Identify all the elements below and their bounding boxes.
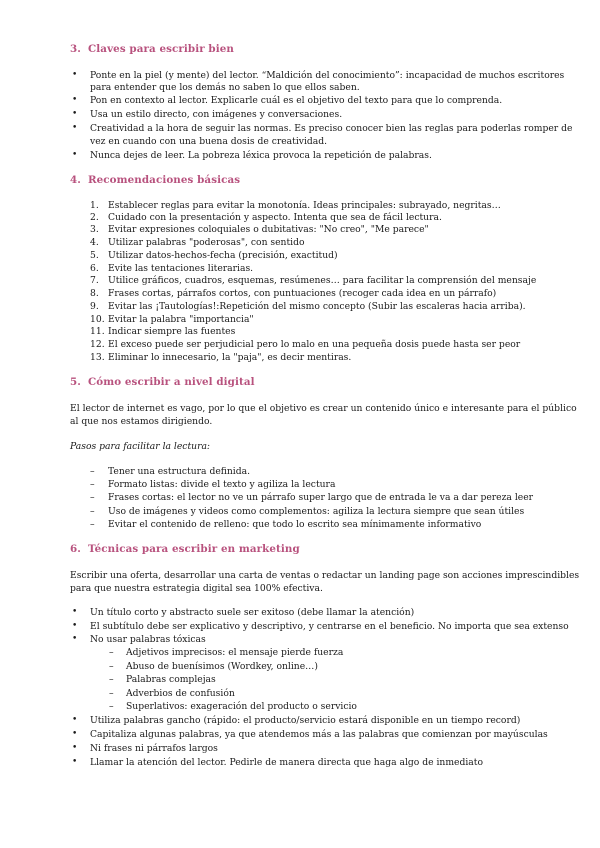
list-number: 3. xyxy=(90,224,99,235)
numbered-item: Evitar las ¡Tautologías!:Repetición del mismo concepto (Subir las escaleras hacia arriba). xyxy=(108,301,526,312)
sub-item: Palabras complejas xyxy=(126,674,216,685)
numbered-item: Evitar expresiones coloquiales o dubitativas: "No creo", "Me parece" xyxy=(108,224,429,235)
list-number: 7. xyxy=(90,275,99,286)
list-item: Pon en contexto al lector. Explicarle cuál es el objetivo del texto para que lo comprenda. xyxy=(90,95,503,106)
bullet: • xyxy=(72,70,78,80)
bullet: • xyxy=(72,150,78,160)
list-item: No usar palabras tóxicas xyxy=(90,634,206,645)
bullet: • xyxy=(72,757,78,767)
list-number: 11. xyxy=(90,326,105,337)
section-title: Claves para escribir bien xyxy=(88,43,234,55)
bullet: • xyxy=(72,607,78,617)
dash: – xyxy=(90,466,95,477)
dash-item: Frases cortas: el lector no ve un párrafo super largo que de entrada le va a dar pereza leer xyxy=(108,492,534,503)
sub-item: Superlativos: exageración del producto o servicio xyxy=(126,701,357,712)
list-number: 2. xyxy=(90,212,99,223)
paragraph-continuation: para que nuestra estrategia digital sea 100% efectiva. xyxy=(70,583,323,594)
section-number: 3. xyxy=(70,43,81,55)
dash-item: Evitar el contenido de relleno: que todo lo escrito sea mínimamente informativo xyxy=(108,519,482,530)
list-item-continuation: vez en cuando con una buena dosis de creatividad. xyxy=(90,136,328,147)
bullet: • xyxy=(72,109,78,119)
section-number: 4. xyxy=(70,174,81,186)
dash: – xyxy=(90,519,95,530)
numbered-item: Evite las tentaciones literarias. xyxy=(108,263,254,274)
list-item: El subtítulo debe ser explicativo y descriptivo, y centrarse en el beneficio. No importa que sea extenso xyxy=(90,621,569,632)
bullet: • xyxy=(72,743,78,753)
list-item: Ni frases ni párrafos largos xyxy=(90,743,218,754)
bullet: • xyxy=(72,634,78,644)
dash-item: Uso de imágenes y videos como complementos: agiliza la lectura siempre que sean útiles xyxy=(108,506,525,517)
list-number: 13. xyxy=(90,352,105,363)
dash-item: Formato listas: divide el texto y agiliza la lectura xyxy=(108,479,336,490)
list-item: Utiliza palabras gancho (rápido: el producto/servicio estará disponible en un tiempo record) xyxy=(90,715,521,726)
dash: – xyxy=(109,701,114,712)
dash: – xyxy=(109,661,114,672)
dash-item: Tener una estructura definida. xyxy=(108,466,251,477)
numbered-item: Frases cortas, párrafos cortos, con puntuaciones (recoger cada idea en un párrafo) xyxy=(108,288,497,299)
section-4-heading xyxy=(70,174,240,186)
list-item: Un título corto y abstracto suele ser exitoso (debe llamar la atención) xyxy=(90,607,415,618)
section-title: Técnicas para escribir en marketing xyxy=(88,543,300,555)
list-item: Nunca dejes de leer. La pobreza léxica provoca la repetición de palabras. xyxy=(90,150,432,161)
numbered-item: Utilizar palabras "poderosas", con sentido xyxy=(108,237,305,248)
bullet: • xyxy=(72,621,78,631)
dash: – xyxy=(90,506,95,517)
list-number: 8. xyxy=(90,288,99,299)
numbered-item: Cuidado con la presentación y aspecto. Intenta que sea de fácil lectura. xyxy=(108,212,442,223)
paragraph: El lector de internet es vago, por lo que el objetivo es crear un contenido único e interesante para el público xyxy=(70,403,577,414)
list-item: Llamar la atención del lector. Pedirle de manera directa que haga algo de inmediato xyxy=(90,757,483,768)
numbered-item: Evitar la palabra "importancia" xyxy=(108,314,254,325)
list-number: 4. xyxy=(90,237,99,248)
list-number: 12. xyxy=(90,339,105,350)
subtitle: Pasos para facilitar la lectura: xyxy=(70,441,211,452)
list-item: Ponte en la piel (y mente) del lector. “Maldición del conocimiento”: incapacidad de muchos escritores xyxy=(90,70,565,81)
list-number: 10. xyxy=(90,314,105,325)
list-item-continuation: para entender que los demás no saben lo que ellos saben. xyxy=(90,82,360,93)
list-number: 5. xyxy=(90,250,99,261)
paragraph-continuation: al que nos estamos dirigiendo. xyxy=(70,416,213,427)
list-number: 1. xyxy=(90,200,99,211)
section-number: 5. xyxy=(70,376,81,388)
numbered-item: El exceso puede ser perjudicial pero lo malo en una pequeña dosis puede hasta ser peor xyxy=(108,339,521,350)
bullet: • xyxy=(72,729,78,739)
numbered-item: Utilice gráficos, cuadros, esquemas, resúmenes… para facilitar la comprensión del mensaje xyxy=(108,275,537,286)
list-item: Usa un estilo directo, con imágenes y conversaciones. xyxy=(90,109,343,120)
numbered-item: Establecer reglas para evitar la monotonía. Ideas principales: subrayado, negritas… xyxy=(108,200,501,211)
section-6-heading xyxy=(70,543,300,555)
bullet: • xyxy=(72,123,78,133)
list-number: 6. xyxy=(90,263,99,274)
list-item: Capitaliza algunas palabras, ya que atendemos más a las palabras que comienzan por mayúsculas xyxy=(90,729,548,740)
paragraph: Escribir una oferta, desarrollar una carta de ventas o redactar un landing page son acciones imprescindibles xyxy=(70,570,580,581)
section-title: Recomendaciones básicas xyxy=(88,174,241,186)
dash: – xyxy=(90,492,95,503)
section-3-heading xyxy=(70,43,234,55)
dash: – xyxy=(90,479,95,490)
section-number: 6. xyxy=(70,543,81,555)
sub-item: Abuso de buenísimos (Wordkey, online…) xyxy=(126,661,318,672)
list-item: Creatividad a la hora de seguir las normas. Es preciso conocer bien las reglas para poderlas romper de xyxy=(90,123,573,134)
dash: – xyxy=(109,647,114,658)
sub-item: Adverbios de confusión xyxy=(126,688,235,699)
section-title: Cómo escribir a nivel digital xyxy=(88,376,255,388)
numbered-item: Indicar siempre las fuentes xyxy=(108,326,236,337)
numbered-item: Utilizar datos-hechos-fecha (precisión, exactitud) xyxy=(108,250,338,261)
numbered-item: Eliminar lo innecesario, la "paja", es decir mentiras. xyxy=(108,352,352,363)
bullet: • xyxy=(72,95,78,105)
dash: – xyxy=(109,674,114,685)
sub-item: Adjetivos imprecisos: el mensaje pierde fuerza xyxy=(126,647,344,658)
bullet: • xyxy=(72,715,78,725)
section-5-heading xyxy=(70,376,255,388)
dash: – xyxy=(109,688,114,699)
list-number: 9. xyxy=(90,301,99,312)
